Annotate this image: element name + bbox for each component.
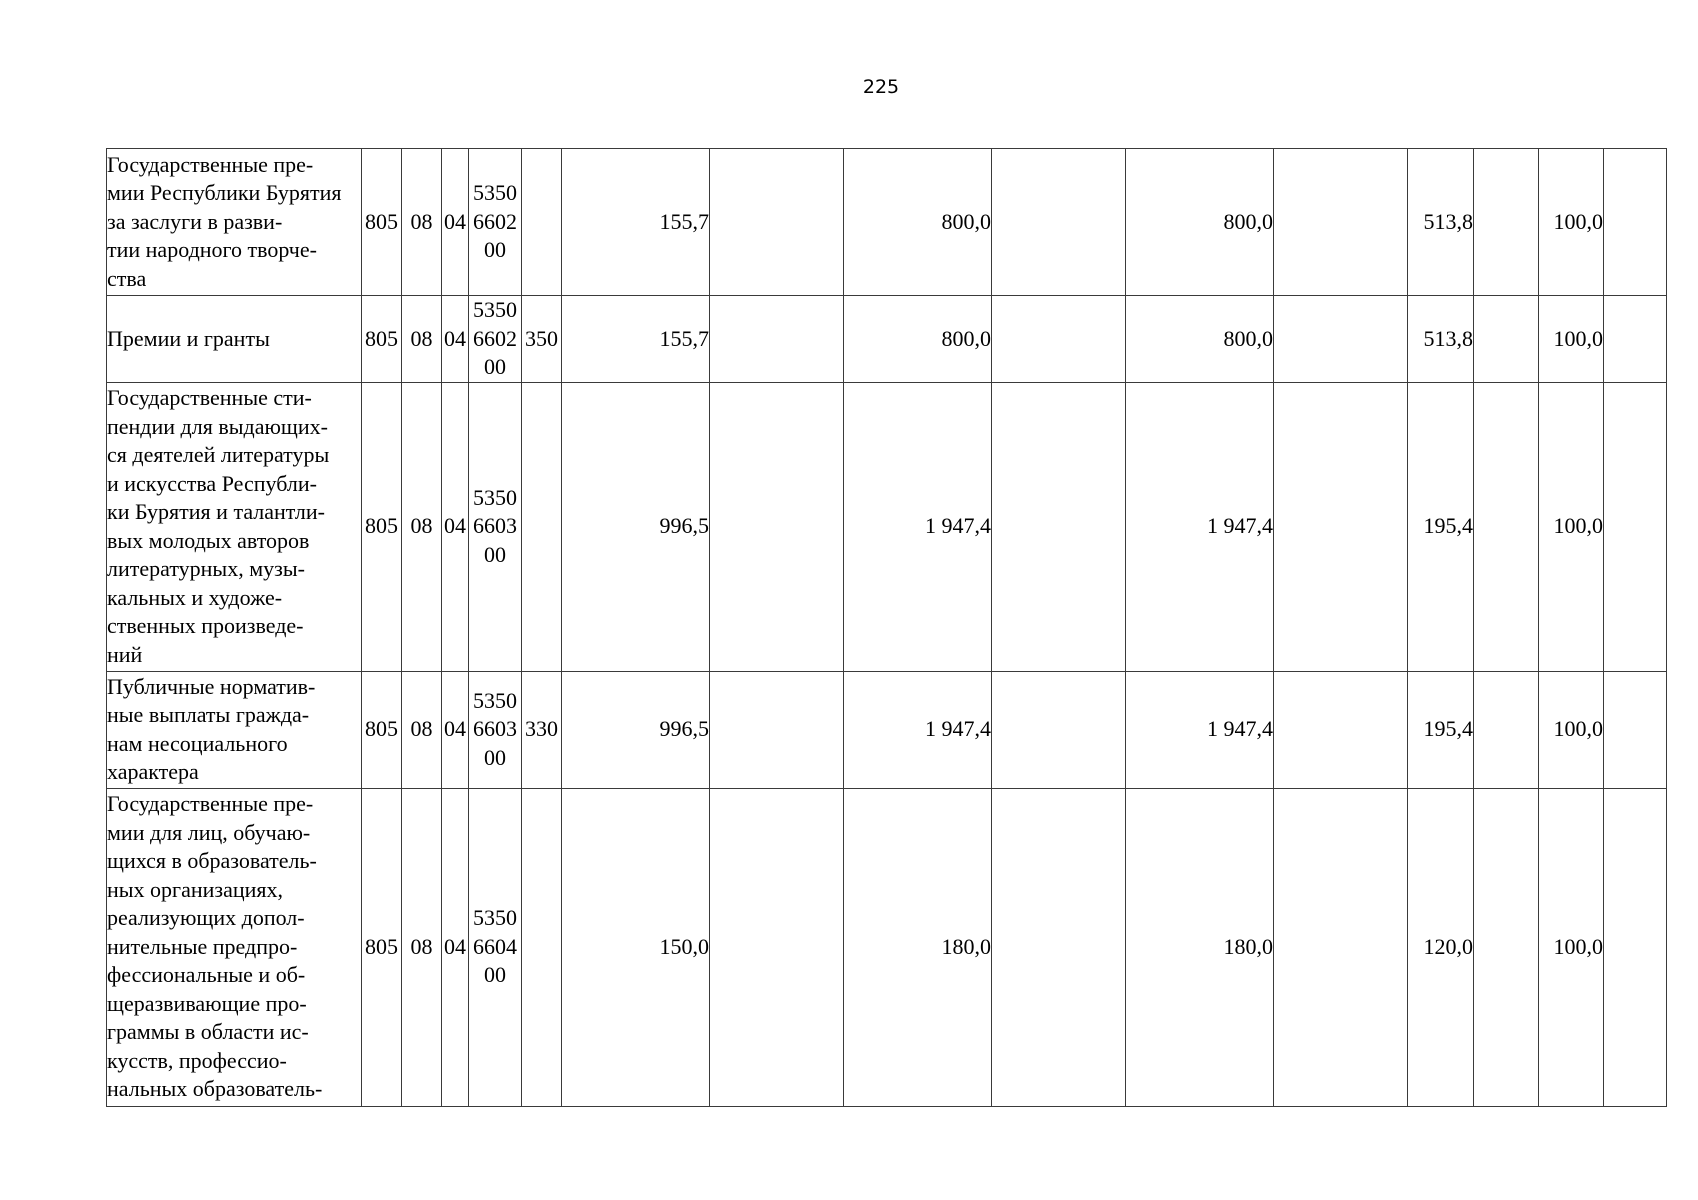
table-row bbox=[107, 296, 1667, 383]
value-cell: 1 947,4 bbox=[1126, 382, 1274, 671]
value-cell: 100,0 bbox=[1539, 382, 1604, 671]
section-code: 08 bbox=[402, 296, 442, 383]
section-code: 08 bbox=[402, 671, 442, 788]
expense-type-code: 330 bbox=[522, 671, 562, 788]
row-name: Государственные сти- пендии для выдающих- ся деятелей литературы и искусства Республи- ки Бурятия и талантли- вых молодых авторов литературных, музы- кальных и художе- ственных произведе- ний bbox=[107, 382, 362, 671]
value-cell: 996,5 bbox=[562, 671, 710, 788]
value-cell: 155,7 bbox=[562, 296, 710, 383]
value-cell: 195,4 bbox=[1408, 671, 1474, 788]
ministry-code: 805 bbox=[362, 788, 402, 1106]
row-name: Государственные пре- мии для лиц, обучаю- щихся в образователь- ных организациях, реализующих допол- нительные предпро- фессиональные и об- щеразвивающие про- граммы в области ис- кусств, профессио- нальных образователь- bbox=[107, 788, 362, 1106]
expense-type-code bbox=[522, 382, 562, 671]
section-code: 08 bbox=[402, 382, 442, 671]
table-row bbox=[107, 788, 1667, 1106]
value-cell bbox=[710, 149, 844, 296]
value-cell: 100,0 bbox=[1539, 149, 1604, 296]
value-cell bbox=[1274, 788, 1408, 1106]
value-cell: 513,8 bbox=[1408, 149, 1474, 296]
value-cell bbox=[1274, 296, 1408, 383]
value-cell bbox=[1274, 382, 1408, 671]
ministry-code: 805 bbox=[362, 296, 402, 383]
value-cell: 100,0 bbox=[1539, 671, 1604, 788]
value-cell bbox=[1274, 671, 1408, 788]
row-name: Премии и гранты bbox=[107, 296, 362, 383]
value-cell bbox=[992, 149, 1126, 296]
value-cell: 180,0 bbox=[844, 788, 992, 1106]
value-cell: 800,0 bbox=[1126, 149, 1274, 296]
table-row bbox=[107, 671, 1667, 788]
value-cell: 120,0 bbox=[1408, 788, 1474, 1106]
value-cell bbox=[992, 788, 1126, 1106]
value-cell: 1 947,4 bbox=[1126, 671, 1274, 788]
ministry-code: 805 bbox=[362, 382, 402, 671]
value-cell: 1 947,4 bbox=[844, 671, 992, 788]
value-cell bbox=[710, 788, 844, 1106]
subsection-code: 04 bbox=[442, 788, 469, 1106]
value-cell: 996,5 bbox=[562, 382, 710, 671]
value-cell: 150,0 bbox=[562, 788, 710, 1106]
ministry-code: 805 bbox=[362, 671, 402, 788]
value-cell: 155,7 bbox=[562, 149, 710, 296]
subsection-code: 04 bbox=[442, 149, 469, 296]
value-cell bbox=[1604, 149, 1667, 296]
budget-table bbox=[106, 148, 1667, 1107]
value-cell: 1 947,4 bbox=[844, 382, 992, 671]
expense-type-code: 350 bbox=[522, 296, 562, 383]
value-cell bbox=[1604, 788, 1667, 1106]
value-cell: 100,0 bbox=[1539, 296, 1604, 383]
row-name: Публичные норматив- ные выплаты гражда- нам несоциального характера bbox=[107, 671, 362, 788]
value-cell bbox=[710, 296, 844, 383]
expense-type-code bbox=[522, 788, 562, 1106]
value-cell bbox=[710, 671, 844, 788]
value-cell bbox=[992, 296, 1126, 383]
value-cell bbox=[1474, 382, 1539, 671]
page-number: 225 bbox=[862, 76, 900, 98]
value-cell: 195,4 bbox=[1408, 382, 1474, 671]
value-cell bbox=[1474, 149, 1539, 296]
target-article-code: 5350 6603 00 bbox=[469, 671, 522, 788]
value-cell: 800,0 bbox=[1126, 296, 1274, 383]
value-cell bbox=[1274, 149, 1408, 296]
value-cell bbox=[1474, 671, 1539, 788]
value-cell: 513,8 bbox=[1408, 296, 1474, 383]
ministry-code: 805 bbox=[362, 149, 402, 296]
value-cell bbox=[1474, 788, 1539, 1106]
value-cell bbox=[1604, 671, 1667, 788]
expense-type-code bbox=[522, 149, 562, 296]
value-cell bbox=[710, 382, 844, 671]
row-name: Государственные пре- мии Республики Бурятия за заслуги в разви- тии народного творче- ства bbox=[107, 149, 362, 296]
value-cell bbox=[992, 671, 1126, 788]
table-row bbox=[107, 149, 1667, 296]
value-cell: 800,0 bbox=[844, 296, 992, 383]
subsection-code: 04 bbox=[442, 296, 469, 383]
target-article-code: 5350 6602 00 bbox=[469, 296, 522, 383]
value-cell bbox=[1604, 296, 1667, 383]
value-cell: 100,0 bbox=[1539, 788, 1604, 1106]
section-code: 08 bbox=[402, 149, 442, 296]
target-article-code: 5350 6603 00 bbox=[469, 382, 522, 671]
value-cell bbox=[1474, 296, 1539, 383]
target-article-code: 5350 6602 00 bbox=[469, 149, 522, 296]
value-cell bbox=[992, 382, 1126, 671]
value-cell: 800,0 bbox=[844, 149, 992, 296]
value-cell bbox=[1604, 382, 1667, 671]
value-cell: 180,0 bbox=[1126, 788, 1274, 1106]
target-article-code: 5350 6604 00 bbox=[469, 788, 522, 1106]
table-row bbox=[107, 382, 1667, 671]
section-code: 08 bbox=[402, 788, 442, 1106]
subsection-code: 04 bbox=[442, 671, 469, 788]
subsection-code: 04 bbox=[442, 382, 469, 671]
